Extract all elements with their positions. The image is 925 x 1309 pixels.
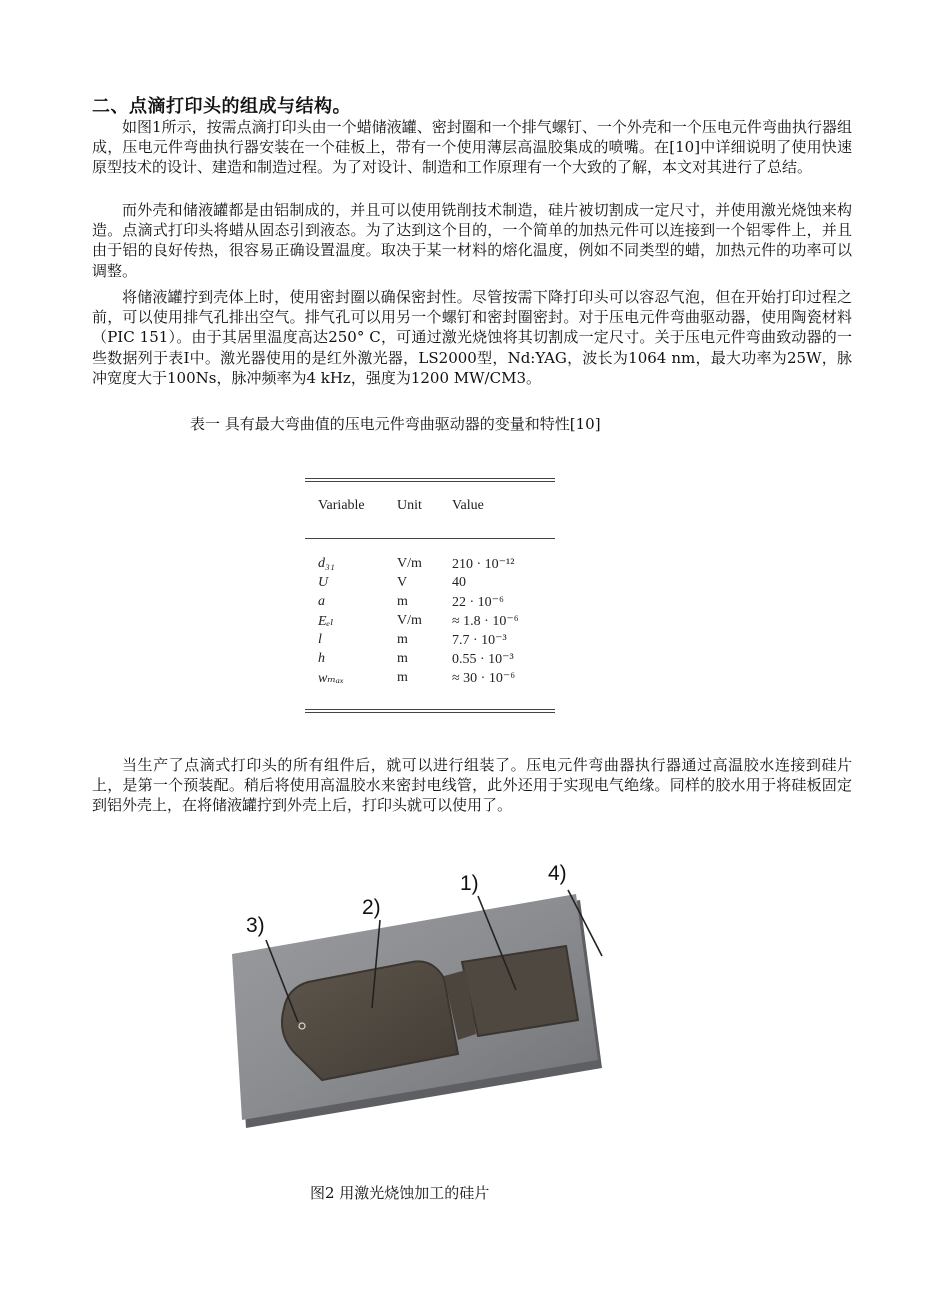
table-row xyxy=(305,613,555,632)
paragraph-3: 将储液罐拧到壳体上时，使用密封圈以确保密封性。尽管按需下降打印头可以容忍气泡，但在开始打印过程之前，可以使用排气孔排出空气。排气孔可以用另一个螺钉和密封圈密封。对于压电元件弯曲驱动器，使用陶瓷材料（PIC 151）。由于其居里温度高达250° C，可通过激光烧蚀将其切割成一定尺寸。关于压电元件弯曲致动器的一些数据列于表I中。激光器使用的是红外激光器，LS2000型，Nd:YAG，波长为1064 nm，最大功率为25W，脉冲宽度大于100Ns，脉冲频率为4 kHz，强度为1200 MW/CM3。 xyxy=(92,288,852,387)
table-cell-unit: V/m xyxy=(397,613,422,628)
variables-table xyxy=(305,478,555,718)
table-bottom-rule-2 xyxy=(305,712,555,713)
table-cell-unit: V/m xyxy=(397,556,422,571)
table-top-rule xyxy=(305,478,555,479)
table-cell-value: 210 · 10⁻¹² xyxy=(452,557,515,572)
table-cell-unit: m xyxy=(397,632,408,647)
table-cell-value: 7.7 · 10⁻³ xyxy=(452,633,507,648)
table-cell-variable: U xyxy=(318,575,329,590)
table-cell-unit: m xyxy=(397,651,408,666)
table-top-rule-2 xyxy=(305,481,555,482)
section-heading: 二、点滴打印头的组成与结构。 xyxy=(92,96,351,117)
table-cell-unit: m xyxy=(397,594,408,609)
table-cell-variable: h xyxy=(318,651,325,666)
paragraph-2: 而外壳和储液罐都是由铝制成的，并且可以使用铣削技术制造，硅片被切割成一定尺寸，并使用激光烧蚀来构造。点滴式打印头将蜡从固态引到液态。为了达到这个目的，一个简单的加热元件可以连接到一个铝零件上，并且由于铝的良好传热，很容易正确设置温度。取决于某一材料的熔化温度，例如不同类型的蜡，加热元件的功率可以调整。 xyxy=(92,201,852,280)
table-caption: 表一 具有最大弯曲值的压电元件弯曲驱动器的变量和特性[10] xyxy=(190,415,601,433)
paragraph-4: 当生产了点滴式打印头的所有组件后，就可以进行组装了。压电元件弯曲器执行器通过高温胶水连接到硅片上，是第一个预装配。稍后将使用高温胶水来密封电线管，此外还用于实现电气绝缘。同样的胶水用于将硅板固定到铝外壳上，在将储液罐拧到外壳上后，打印头就可以使用了。 xyxy=(92,756,852,815)
silicon-plate-figure xyxy=(222,858,622,1158)
table-cell-variable: a xyxy=(318,594,325,609)
figure-caption: 图2 用激光烧蚀加工的硅片 xyxy=(310,1184,490,1202)
paragraph-1: 如图1所示，按需点滴打印头由一个蜡储液罐、密封圈和一个排气螺钉、一个外壳和一个压电元件弯曲执行器组成，压电元件弯曲执行器安装在一个硅板上，带有一个使用薄层高温胶集成的喷嘴。在[10]中详细说明了使用快速原型技术的设计、建造和制造过程。为了对设计、制造和工作原理有一个大致的了解，本文对其进行了总结。 xyxy=(92,118,852,177)
table-cell-variable: l xyxy=(318,632,322,647)
table-cell-value: 0.55 · 10⁻³ xyxy=(452,652,514,667)
channel-recess xyxy=(462,946,578,1036)
table-cell-value: 22 · 10⁻⁶ xyxy=(452,595,504,610)
table-header-unit: Unit xyxy=(397,498,422,513)
table-cell-variable: Eₑₗ xyxy=(318,614,334,629)
table-cell-value: ≈ 30 · 10⁻⁶ xyxy=(452,671,516,686)
table-cell-variable: wₘₐₓ xyxy=(318,671,344,686)
figure-label-1: 1) xyxy=(460,872,479,895)
table-header-variable: Variable xyxy=(318,498,365,513)
table-cell-variable: d₃₁ xyxy=(318,556,335,571)
table-row xyxy=(305,575,555,594)
table-row xyxy=(305,556,555,575)
table-cell-value: 40 xyxy=(452,575,466,590)
figure-label-3: 3) xyxy=(246,914,265,937)
table-row xyxy=(305,651,555,670)
figure-label-4: 4) xyxy=(548,862,567,885)
table-row xyxy=(305,632,555,651)
table-cell-unit: V xyxy=(397,575,408,590)
table-row xyxy=(305,594,555,613)
table-header-value: Value xyxy=(452,498,484,513)
table-row xyxy=(305,670,555,689)
table-cell-value: ≈ 1.8 · 10⁻⁶ xyxy=(452,614,519,629)
silicon-plate-image xyxy=(222,858,622,1158)
table-cell-unit: m xyxy=(397,670,408,685)
table-header-rule xyxy=(305,538,555,539)
table-bottom-rule xyxy=(305,709,555,710)
figure-label-2: 2) xyxy=(362,896,381,919)
